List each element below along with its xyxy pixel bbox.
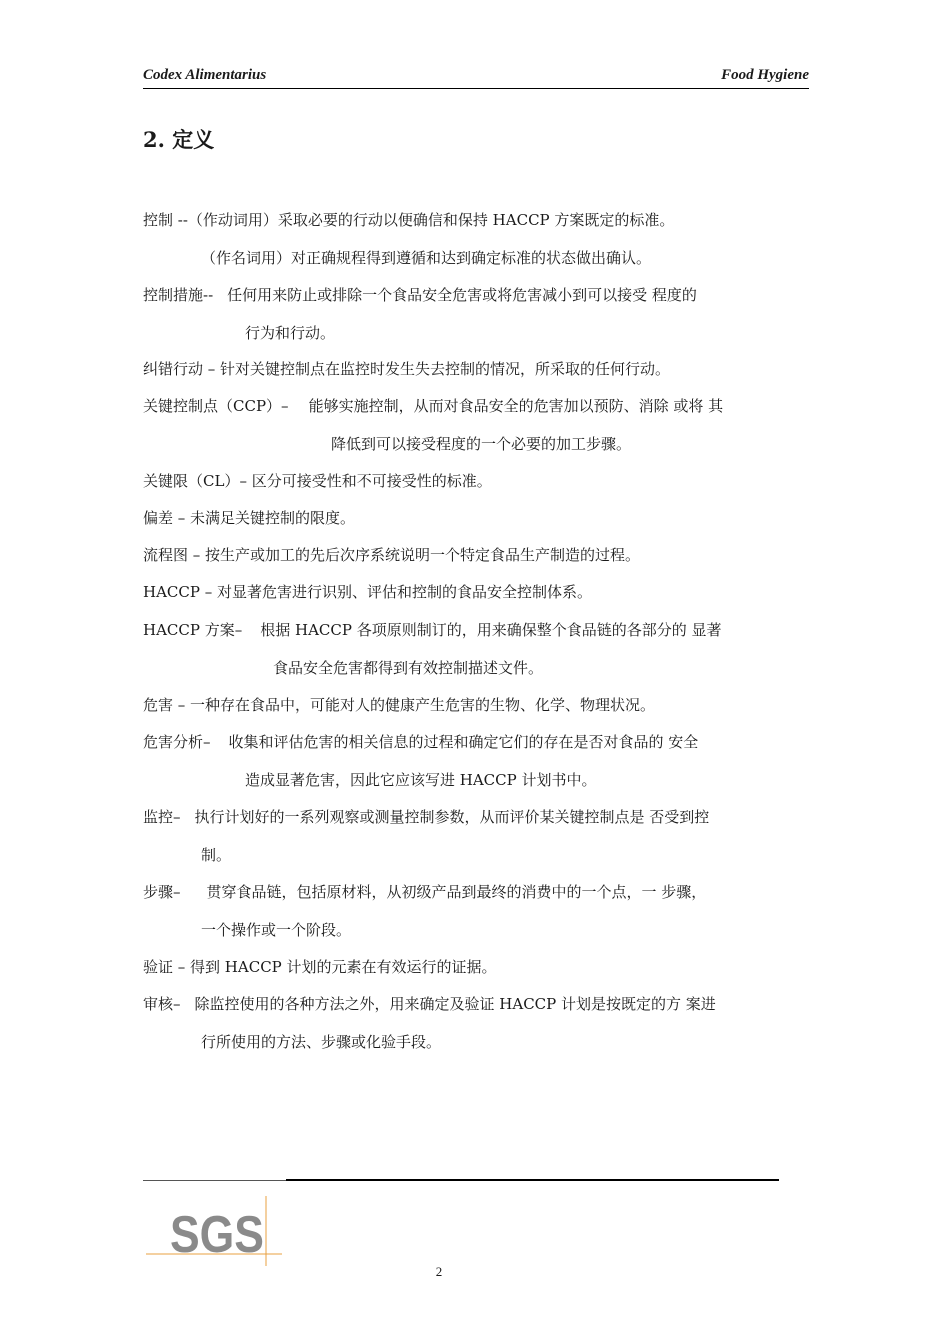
definition-continuation: 行所使用的方法、步骤或化验手段。 — [201, 1033, 442, 1051]
definition-text: 关键限（CL）– 区分可接受性和不可接受性的标准。 — [143, 472, 492, 490]
definition-continuation: （作名词用）对正确规程得到遵循和达到确定标准的状态做出确认。 — [201, 249, 652, 267]
definition-term: HACCP 方案– — [143, 621, 243, 639]
section-title: 2. 定义 — [143, 127, 215, 152]
header-right-text: Food Hygiene — [721, 67, 809, 83]
definition-monitor — [143, 807, 809, 865]
definition-text: 执行计划好的一系列观察或测量控制参数，从而评价某关键控制点是 否受到控 — [194, 808, 710, 826]
definition-text: 任何用来防止或排除一个食品安全危害或将危害减小到可以接受 程度的 — [227, 286, 697, 304]
definition-text: HACCP – 对显著危害进行识别、评估和控制的食品安全控制体系。 — [143, 583, 592, 601]
definition-audit — [143, 994, 809, 1052]
definition-corrective-action — [143, 359, 809, 379]
page-header — [143, 66, 809, 89]
definition-text: 控制 --（作动词用）采取必要的行动以便确信和保持 HACCP 方案既定的标准。 — [143, 211, 675, 229]
footer-rule-thick — [286, 1179, 779, 1181]
definition-continuation: 一个操作或一个阶段。 — [201, 921, 352, 939]
definition-ccp — [143, 396, 809, 454]
definition-text: 能够实施控制，从而对食品安全的危害加以预防、消除 或将 其 — [308, 397, 724, 415]
sgs-logo — [146, 1196, 286, 1266]
definition-verification — [143, 957, 809, 977]
definition-continuation: 食品安全危害都得到有效控制描述文件。 — [273, 659, 544, 677]
definition-continuation: 制。 — [201, 846, 232, 864]
definition-critical-limit — [143, 471, 809, 491]
definition-text: 贯穿食品链，包括原材料，从初级产品到最终的消费中的一个点，一 步骤， — [206, 883, 707, 901]
definition-text: 偏差 – 未满足关键控制的限度。 — [143, 509, 356, 527]
definition-control — [143, 210, 809, 268]
definition-control-measure — [143, 285, 809, 343]
definition-flow-diagram — [143, 545, 809, 565]
definition-text: 纠错行动 – 针对关键控制点在监控时发生失去控制的情况，所采取的任何行动。 — [143, 360, 671, 378]
definition-term: 步骤– — [143, 883, 181, 901]
definition-term: 审核– — [143, 995, 181, 1013]
definition-term: 关键控制点（CCP）– — [143, 397, 289, 415]
definition-haccp — [143, 582, 809, 602]
definition-step — [143, 882, 809, 940]
definition-hazard-analysis — [143, 732, 809, 790]
definition-text: 流程图 – 按生产或加工的先后次序系统说明一个特定食品生产制造的过程。 — [143, 546, 641, 564]
definition-text: 危害 – 一种存在食品中，可能对人的健康产生危害的生物、化学、物理状况。 — [143, 696, 656, 714]
logo-text: SGS — [170, 1206, 264, 1264]
definition-term: 监控– — [143, 808, 181, 826]
definition-continuation: 降低到可以接受程度的一个必要的加工步骤。 — [331, 435, 632, 453]
definition-hazard — [143, 695, 809, 715]
definition-text: 根据 HACCP 各项原则制订的，用来确保整个食品链的各部分的 显著 — [260, 621, 722, 639]
page-number: 2 — [435, 1264, 443, 1279]
header-left-text: Codex Alimentarius — [143, 67, 267, 83]
definition-term: 危害分析– — [143, 733, 211, 751]
definition-continuation: 造成显著危害，因此它应该写进 HACCP 计划书中。 — [245, 771, 597, 789]
definition-text: 除监控使用的各种方法之外，用来确定及验证 HACCP 计划是按既定的方 案进 — [194, 995, 716, 1013]
definition-deviation — [143, 508, 809, 528]
footer-rule — [143, 1180, 286, 1181]
definition-haccp-plan — [143, 620, 809, 678]
definition-term: 控制措施-- — [143, 286, 214, 304]
definition-continuation: 行为和行动。 — [245, 324, 336, 342]
definition-text: 验证 – 得到 HACCP 计划的元素在有效运行的证据。 — [143, 958, 497, 976]
definition-text: 收集和评估危害的相关信息的过程和确定它们的存在是否对食品的 安全 — [228, 733, 699, 751]
